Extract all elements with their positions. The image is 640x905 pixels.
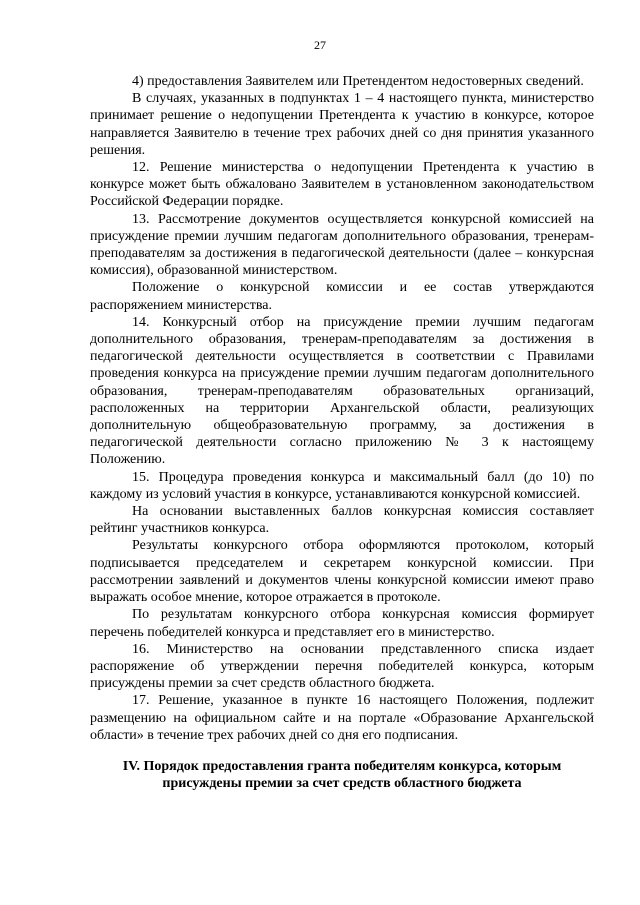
paragraph-item-17: 17. Решение, указанное в пункте 16 настоящего Положения, подлежит размещению на официальном сайте и на портале «Образование Архангельской области» в течение трех рабочих дней со дня его подписания. — [90, 693, 594, 743]
paragraph-winners-list: По результатам конкурсного отбора конкурсная комиссия формирует перечень победителей конкурса и представляет его в министерство. — [90, 607, 594, 640]
paragraph-item-13: 13. Рассмотрение документов осуществляется конкурсной комиссией на присуждение премии лучшим педагогам дополнительного образования, тренерам-преподавателям за достижения в педагогической деятельности (далее – конкурсная комиссия), образованной министерством. — [90, 211, 594, 279]
page-number: 27 — [314, 38, 326, 52]
paragraph-refusal-cases: В случаях, указанных в подпунктах 1 – 4 настоящего пункта, министерство принимает решение о недопущении Претендента к участию в конкурсе, которое направляется Заявителю в течение трех рабочих дней со дня принятия указанного решения. — [90, 91, 594, 158]
paragraph-item-15: 15. Процедура проведения конкурса и максимальный балл (до 10) по каждому из условий участия в конкурсе, устанавливаются конкурсной комиссией. — [90, 469, 594, 502]
paragraph-item-12: 12. Решение министерства о недопущении Претендента к участию в конкурсе может быть обжаловано Заявителем в установленном законодательством Российской Федерации порядке. — [90, 160, 594, 210]
paragraph-item-14: 14. Конкурсный отбор на присуждение премии лучшим педагогам дополнительного образования, тренерам-преподавателям за достижения в педагогической деятельности осуществляется в соответствии с Правилами проведения конкурса на присуждение премии лучшим педагогам дополнительного образования, тренерам-преподавателям образовательных организаций, расположенных на территории Архангельской области, реализующих дополнительную общеобразовательную программу, за достижения в педагогической деятельности согласно приложению № 3 к настоящему Положению. — [90, 314, 594, 468]
document-body — [90, 73, 594, 793]
section-heading: IV. Порядок предоставления гранта победителям конкурса, которым присуждены премии за счет средств областного бюджета — [122, 758, 562, 792]
paragraph-rating: На основании выставленных баллов конкурсная комиссия составляет рейтинг участников конкурса. — [90, 504, 594, 537]
paragraph-commission-regulation: Положение о конкурсной комиссии и ее состав утверждаются распоряжением министерства. — [90, 280, 594, 313]
paragraph-clause-4: 4) предоставления Заявителем или Претендентом недостоверных сведений. — [132, 74, 584, 89]
paragraph-protocol: Результаты конкурсного отбора оформляются протоколом, который подписывается председателем и секретарем конкурсной комиссии. При рассмотрении заявлений и документов члены конкурсной комиссии имеют право выражать особое мнение, которое отражается в протоколе. — [90, 538, 594, 606]
paragraph-item-16: 16. Министерство на основании представленного списка издает распоряжение об утверждении перечня победителей конкурса, которым присуждены премии за счет средств областного бюджета. — [90, 641, 594, 692]
